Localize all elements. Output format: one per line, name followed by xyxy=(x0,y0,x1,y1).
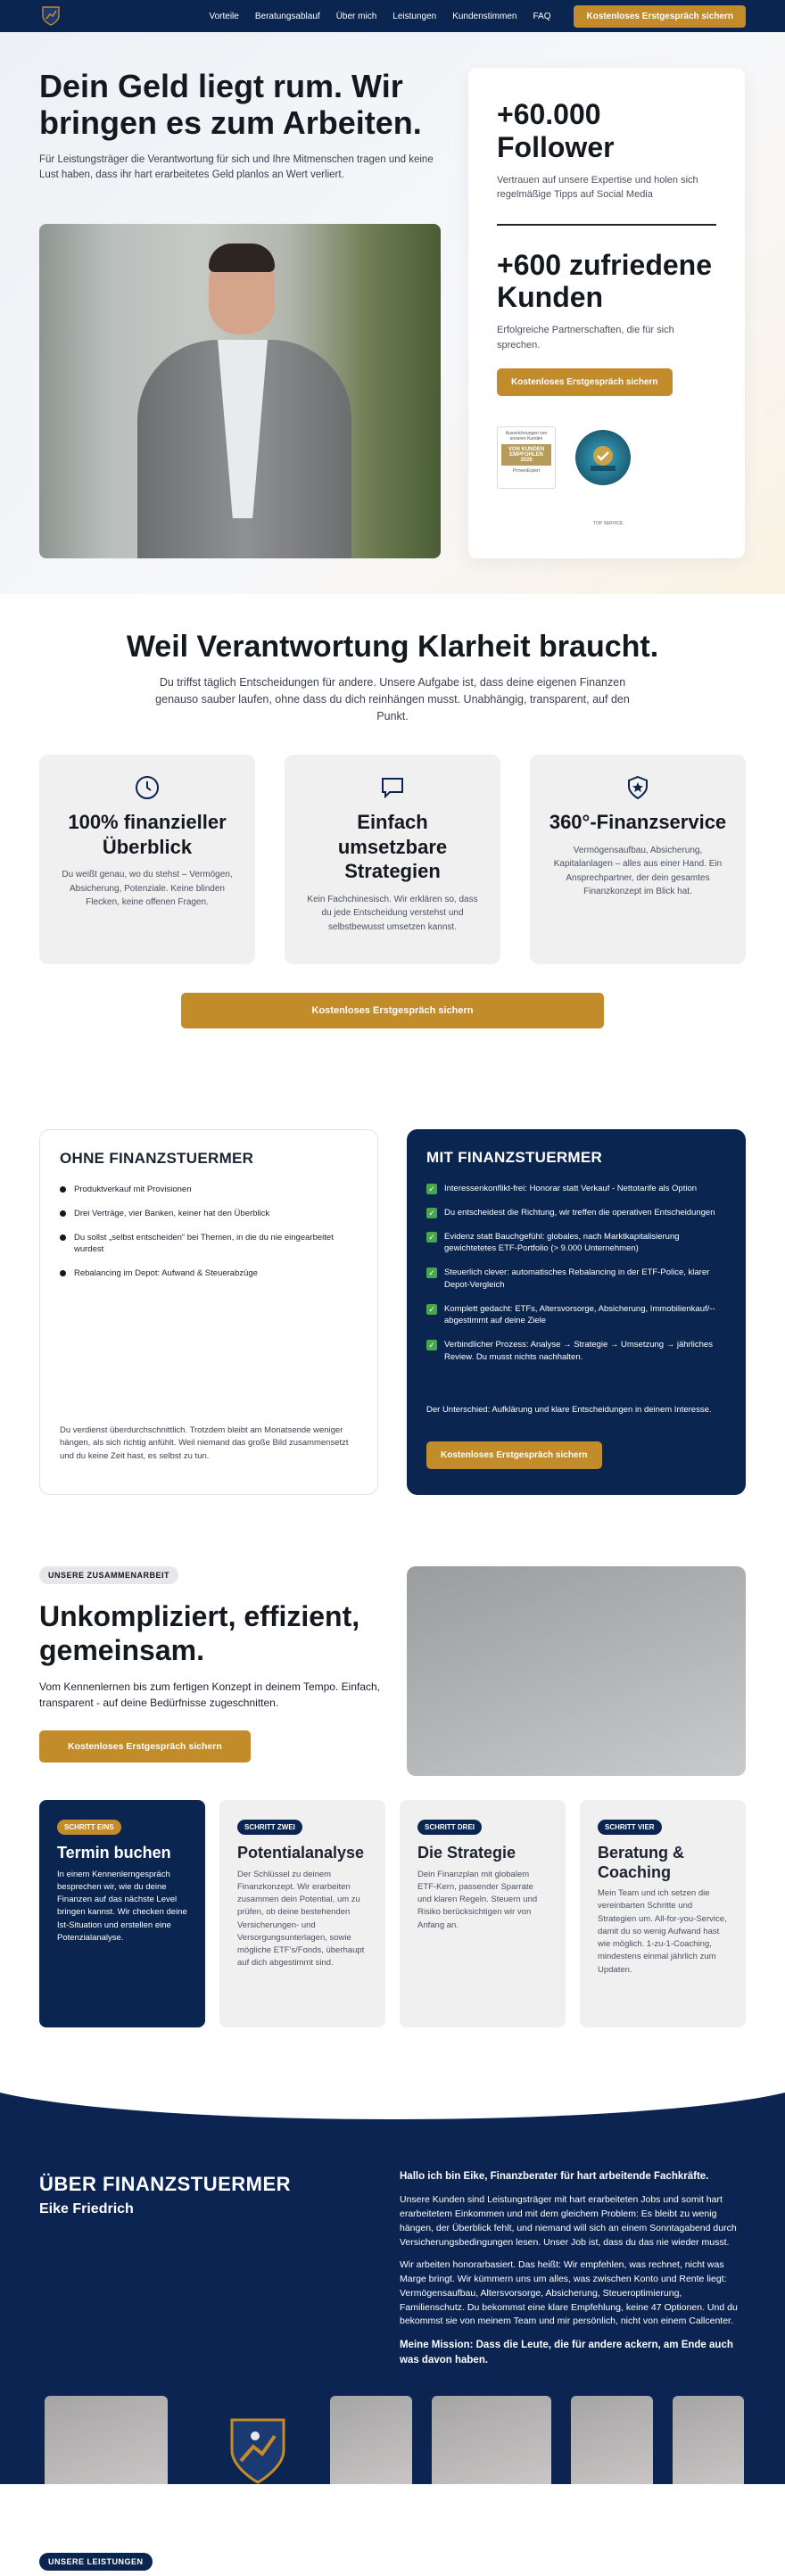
step-card-2 xyxy=(219,1800,385,2027)
list-item: Rebalancing im Depot: Aufwand & Steuerabzüge xyxy=(60,1267,358,1280)
step-card-1 xyxy=(39,1800,205,2027)
nav-link-kundenstimmen[interactable]: Kundenstimmen xyxy=(452,11,517,21)
stats-card xyxy=(468,68,745,558)
process-section xyxy=(0,1566,785,2084)
with-card xyxy=(407,1129,746,1495)
comparison-section xyxy=(0,1129,785,1566)
about-intro: Hallo ich bin Eike, Finanzberater für hart arbeitende Fachkräfte. xyxy=(400,2171,709,2182)
check-seal-icon xyxy=(587,442,619,474)
process-title: Unkompliziert, effizient, gemeinsam. xyxy=(39,1600,360,1666)
without-title: OHNE FINANZSTUERMER xyxy=(60,1150,254,1167)
process-tag: UNSERE ZUSAMMENARBEIT xyxy=(39,1566,178,1584)
step-card-3 xyxy=(400,1800,566,2027)
step-title: Potentialanalyse xyxy=(237,1844,365,1862)
step-title: Beratung & Coaching xyxy=(598,1844,685,1881)
values-title: Weil Verantwortung Klarheit braucht. xyxy=(126,630,659,664)
step-title: Die Strategie xyxy=(417,1844,516,1862)
nav-link-faq[interactable]: FAQ xyxy=(533,11,551,21)
value-card-title: 100% finanzieller Überblick xyxy=(68,811,227,858)
step-tag: SCHRITT ZWEI xyxy=(237,1820,302,1835)
list-item: ✓ Steuerlich clever: automatisches Rebalancing in der ETF-Police, klarer Depot-Vergleich xyxy=(426,1267,726,1292)
top-service-label: TOP SERVICE xyxy=(593,521,624,526)
step-title: Termin buchen xyxy=(57,1844,171,1862)
stat-customers-desc: Erfolgreiche Partnerschaften, die für sich sprechen. xyxy=(497,325,674,351)
values-section xyxy=(0,594,785,1129)
process-image xyxy=(407,1566,746,1776)
list-item: ✓ Verbindlicher Prozess: Analyse → Strategie → Umsetzung → jährliches Review. Du musst nichts nachhalten. xyxy=(426,1339,726,1364)
process-subtitle: Vom Kennenlernen bis zum fertigen Konzept in deinem Tempo. Einfach, transparent - auf deine Bedürfnisse zugeschnitten. xyxy=(39,1680,381,1709)
without-list xyxy=(60,1184,358,1280)
about-name: Eike Friedrich xyxy=(39,2201,134,2217)
provenexpert-badge-top: Auszeichnungen von unseren Kunden xyxy=(505,431,548,442)
nav-cta-button[interactable]: Kostenloses Erstgespräch sichern xyxy=(574,5,746,28)
about-mission: Meine Mission: Dass die Leute, die für andere ackern, am Ende auch was davon haben. xyxy=(400,2340,733,2366)
value-card-text: Du weißt genau, wo du stehst – Vermögen, Absicherung, Potenziale. Keine blinden Flecken, keine offenen Fragen. xyxy=(62,870,233,907)
step-text: In einem Kennenlerngespräch besprechen wir, wie du deine Finanzen auf das nächste Level bringen kannst. Wir checken deine Ist-Situation und erstellen eine Potenzialanalyse. xyxy=(57,1869,187,1943)
shield-star-icon xyxy=(624,774,651,801)
list-item: Du sollst „selbst entscheiden“ bei Themen, in die du nie eingearbeitet wurdest xyxy=(60,1232,358,1257)
top-nav xyxy=(0,0,785,32)
list-item: Drei Verträge, vier Banken, keiner hat den Überblick xyxy=(60,1208,358,1220)
chat-bubble-icon xyxy=(379,774,406,801)
provenexpert-badge[interactable] xyxy=(497,426,556,489)
stat-followers-number: +60.000 Follower xyxy=(497,98,615,163)
with-title: MIT FINANZSTUERMER xyxy=(426,1149,603,1166)
nav-link-vorteile[interactable]: Vorteile xyxy=(209,11,239,21)
value-card-strategies xyxy=(285,755,500,964)
about-paragraph-2: Wir arbeiten honorarbasiert. Das heißt: Wir empfehlen, was rechnet, nicht was Marge bringt. Wir kümmern uns um alles, was zwischen Konto und Rente liegt: Vermögensaufbau, Altersvorsorge, Absicherung, Steueroptimierung, Familienschutz. Du bekommst eine klare Empfehlung, keine 47 Optionen. Und du bekommst sie von meinem Team und mir persönlich, nicht von einem Callcenter. xyxy=(400,2259,738,2327)
nav-link-ueber-mich[interactable]: Über mich xyxy=(335,11,377,21)
values-subtitle: Du triffst täglich Entscheidungen für andere. Unsere Aufgabe ist, dass deine eigenen Finanzen genauso sauber laufen, ohne dass du dich reinhängen musst. Unabhängig, transparent, auf den Punkt. xyxy=(155,676,630,722)
process-cta-button[interactable]: Kostenloses Erstgespräch sichern xyxy=(39,1730,251,1763)
services-tag: UNSERE LEISTUNGEN xyxy=(39,2553,153,2571)
about-paragraph-1: Unsere Kunden sind Leistungsträger mit hart erarbeiteten Jobs und somit hart erarbeitetem Einkommen und mit dem gleichem Problem: Es bleibt zu wenig hängen, der Überblick fehlt, und niemand will sich an einem Sonntagabend durch Versicherungsbedingungen lesen. Unser Job ist, dass du das nie wieder musst. xyxy=(400,2194,737,2248)
with-footer: Der Unterschied: Aufklärung und klare Entscheidungen in deinem Interesse. xyxy=(426,1405,712,1415)
provenexpert-badge-main: VON KUNDEN EMPFOHLEN 2026 xyxy=(501,444,551,466)
portrait-hair xyxy=(209,244,275,272)
step-tag: SCHRITT DREI xyxy=(417,1820,482,1835)
list-item: ✓ Komplett gedacht: ETFs, Altersvorsorge, Absicherung, Immobilienkauf/-- abgestimmt auf deine Ziele xyxy=(426,1303,726,1328)
check-icon: ✓ xyxy=(426,1267,437,1278)
nav-links xyxy=(209,12,550,21)
check-icon: ✓ xyxy=(426,1208,437,1218)
value-card-text: Kein Fachchinesisch. Wir erklären so, dass du jede Entscheidung verstehst und selbstbewusst umsetzen kannst. xyxy=(307,894,478,932)
value-card-360-service xyxy=(530,755,746,964)
award-badges xyxy=(497,426,716,489)
compare-cta-button[interactable]: Kostenloses Erstgespräch sichern xyxy=(426,1441,602,1469)
nav-link-leistungen[interactable]: Leistungen xyxy=(392,11,437,21)
hero-cta-button[interactable]: Kostenloses Erstgespräch sichern xyxy=(497,368,673,396)
values-cta-button[interactable]: Kostenloses Erstgespräch sichern xyxy=(181,993,604,1028)
hero-subtitle: Für Leistungsträger die Verantwortung für sich und Ihre Mitmenschen tragen und keine Lust haben, dass ihr hart erarbeitetes Geld planlos an Wert verliert. xyxy=(39,153,434,181)
stat-followers-desc: Vertrauen auf unsere Expertise und holen sich regelmäßige Tipps auf Social Media xyxy=(497,174,698,201)
check-icon: ✓ xyxy=(426,1304,437,1315)
provenexpert-badge-bottom: ProvenExpert xyxy=(512,468,541,475)
step-text: Dein Finanzplan mit globalem ETF-Kern, passender Sparrate und klaren Regeln. Steuern und Risiko berücksichtigen wir von Anfang an. xyxy=(417,1869,538,1930)
hero-section xyxy=(0,32,785,594)
with-list xyxy=(426,1183,726,1364)
list-item: ✓ Du entscheidest die Richtung, wir treffen die operativen Entscheidungen xyxy=(426,1207,726,1219)
check-icon: ✓ xyxy=(426,1232,437,1243)
check-icon: ✓ xyxy=(426,1184,437,1194)
step-tag: SCHRITT VIER xyxy=(598,1820,662,1835)
step-text: Der Schlüssel zu deinem Finanzkonzept. Wir erarbeiten zusammen dein Potential, um zu prüfen, ob deine bestehenden Versicherungen- und Versorgungsunterlagen, sowie mögliche ETF's/Fonds, überhaupt auf dich abgestimmt sind. xyxy=(237,1869,365,1969)
about-text xyxy=(400,2169,748,2378)
logo-icon[interactable] xyxy=(39,4,62,28)
hero-text xyxy=(39,68,441,183)
step-tag: SCHRITT EINS xyxy=(57,1820,121,1835)
step-card-4 xyxy=(580,1800,746,2027)
list-item: ✓ Interessenkonflikt-frei: Honorar statt Verkauf - Nettotarife als Option xyxy=(426,1183,726,1195)
about-curve-top xyxy=(0,2084,785,2119)
value-card-text: Vermögensaufbau, Absicherung, Kapitalanlagen – alles aus einer Hand. Ein Ansprechpartner, der dein gesamtes Finanzkonzept im Blick hat. xyxy=(553,845,723,896)
check-icon: ✓ xyxy=(426,1340,437,1350)
brand-shield-icon xyxy=(227,2416,289,2486)
without-footer: Du verdienst überdurchschnittlich. Trotzdem bleibt am Monatsende weniger hängen, als sich richtig anfühlt. Weil niemand das große Bild zusammensetzt und du keine Zeit hast, es selbst zu tun. xyxy=(60,1425,349,1461)
stat-divider xyxy=(497,224,716,226)
value-card-title: 360°-Finanzservice xyxy=(549,811,727,833)
list-item: ✓ Evidenz statt Bauchgefühl: globales, nach Marktkapitalisierung gewichtetetes ETF-Portfolio (> 9.000 Unternehmen) xyxy=(426,1231,726,1256)
nav-link-beratungsablauf[interactable]: Beratungsablauf xyxy=(254,11,320,21)
without-card xyxy=(39,1129,378,1495)
value-card-title: Einfach umsetzbare Strategien xyxy=(337,811,448,882)
about-title: ÜBER FINANZSTUERMER xyxy=(39,2173,292,2195)
step-text: Mein Team und ich setzen die vereinbarten Schritte und Strategien um. All-for-you-Service, damit du so wenig Aufwand hast wie möglich. 1-zu-1-Coaching, mindestens einmal jährlich zum Updaten. xyxy=(598,1888,727,1975)
process-intro xyxy=(39,1566,396,1763)
hero-title: Dein Geld liegt rum. Wir bringen es zum Arbeiten. xyxy=(39,68,422,142)
value-card-overview xyxy=(39,755,255,964)
clock-icon xyxy=(134,774,161,801)
top-service-seal[interactable] xyxy=(575,430,631,485)
stat-customers-number: +600 zufriedene Kunden xyxy=(497,248,712,314)
list-item: Produktverkauf mit Provisionen xyxy=(60,1184,358,1196)
hero-portrait-photo xyxy=(39,224,441,558)
